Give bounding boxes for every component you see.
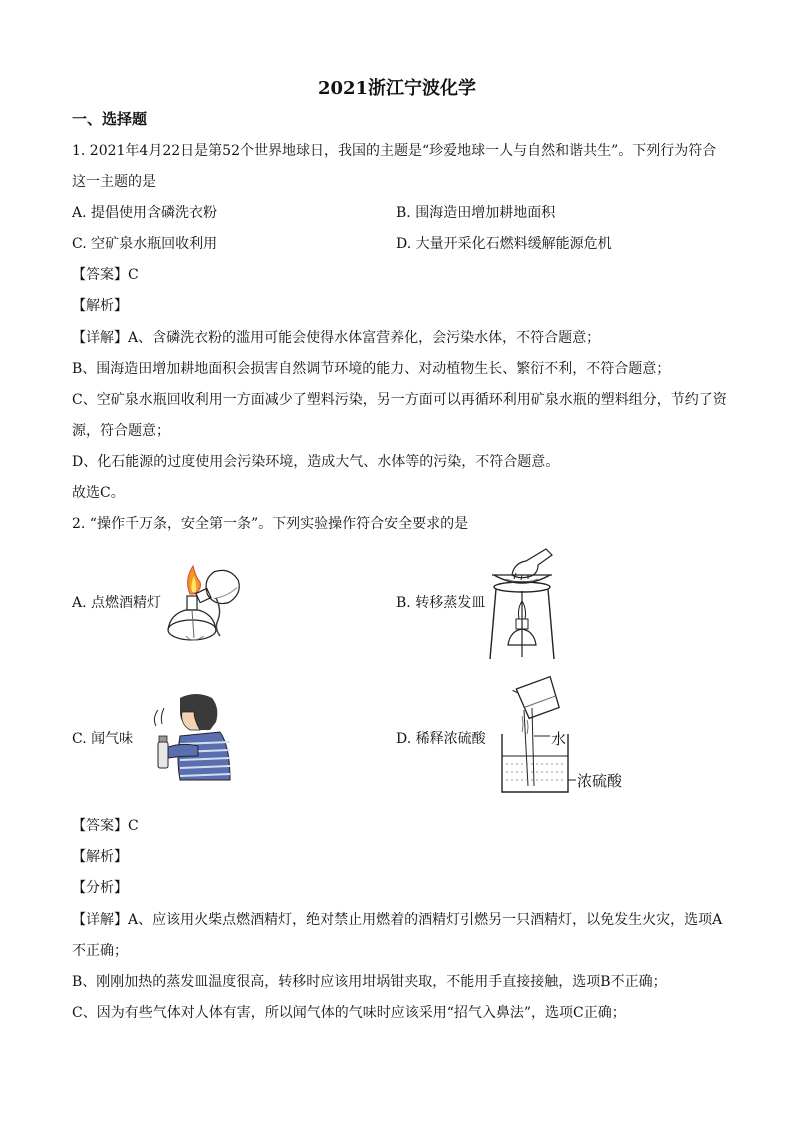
label-water: 水	[551, 730, 567, 748]
q1-option-c: C. 空矿泉水瓶回收利用	[72, 236, 218, 252]
q1-stem-line-1: 1. 2021年4月22日是第52个世界地球日，我国的主题是“珍爱地球一人与自然和谐共生”。下列行为符合	[72, 143, 717, 159]
q1-option-d: D. 大量开采化石燃料缓解能源危机	[396, 236, 612, 252]
label-concentrated-sulfuric-acid: 浓硫酸	[577, 772, 623, 790]
q2-analysis-label: 【解析】	[72, 849, 128, 865]
q2-detail-line-4: C、因为有些气体对人体有害，所以闻气体的气味时应该采用“招气入鼻法”，选项C正确；	[72, 1005, 626, 1021]
evaporating-dish-illustration	[482, 545, 562, 663]
q1-conclusion: 故选C。	[72, 485, 125, 501]
q1-detail-line-4: 源，符合题意；	[72, 423, 170, 439]
q1-answer: 【答案】C	[72, 267, 139, 283]
q1-detail-line-2: B、围海造田增加耕地面积会损害自然调节环境的能力、对动植物生长、繁衍不利，不符合题意；	[72, 361, 671, 377]
q1-stem-line-2: 这一主题的是	[72, 174, 156, 190]
section-heading: 一、选择题	[72, 110, 148, 128]
q2-stem: 2. “操作千万条，安全第一条”。下列实验操作符合安全要求的是	[72, 516, 469, 532]
q1-option-a: A. 提倡使用含磷洗衣粉	[72, 205, 218, 221]
q2-option-c: C. 闻气味	[72, 731, 134, 747]
q2-answer: 【答案】C	[72, 818, 139, 834]
q1-detail-line-3: C、空矿泉水瓶回收利用一方面减少了塑料污染，另一方面可以再循环利用矿泉水瓶的塑料组分，节约了资	[72, 392, 727, 408]
q2-option-b: B. 转移蒸发皿	[396, 595, 486, 611]
q2-fenxi-label: 【分析】	[72, 880, 128, 896]
q2-option-a: A. 点燃酒精灯	[72, 595, 162, 611]
page-title: 2021浙江宁波化学	[317, 78, 477, 99]
q1-detail-line-5: D、化石能源的过度使用会污染环境，造成大气、水体等的污染，不符合题意。	[72, 454, 560, 470]
alcohol-lamp-illustration	[160, 558, 250, 650]
smelling-gas-illustration	[150, 690, 232, 782]
q1-option-b: B. 围海造田增加耕地面积	[396, 205, 556, 221]
q2-detail-line-2: 不正确；	[72, 943, 128, 959]
q2-detail-line-1: 【详解】A、应该用火柴点燃酒精灯，绝对禁止用燃着的酒精灯引燃另一只酒精灯，以免发生火灾，选项A	[72, 912, 723, 928]
q1-detail-line-1: 【详解】A、含磷洗衣粉的滥用可能会使得水体富营养化，会污染水体，不符合题意；	[72, 330, 601, 346]
q1-analysis-label: 【解析】	[72, 298, 128, 314]
q2-detail-line-3: B、刚刚加热的蒸发皿温度很高，转移时应该用坩埚钳夹取，不能用手直接接触，选项B不正确；	[72, 974, 667, 990]
q2-option-d: D. 稀释浓硫酸	[396, 731, 486, 747]
